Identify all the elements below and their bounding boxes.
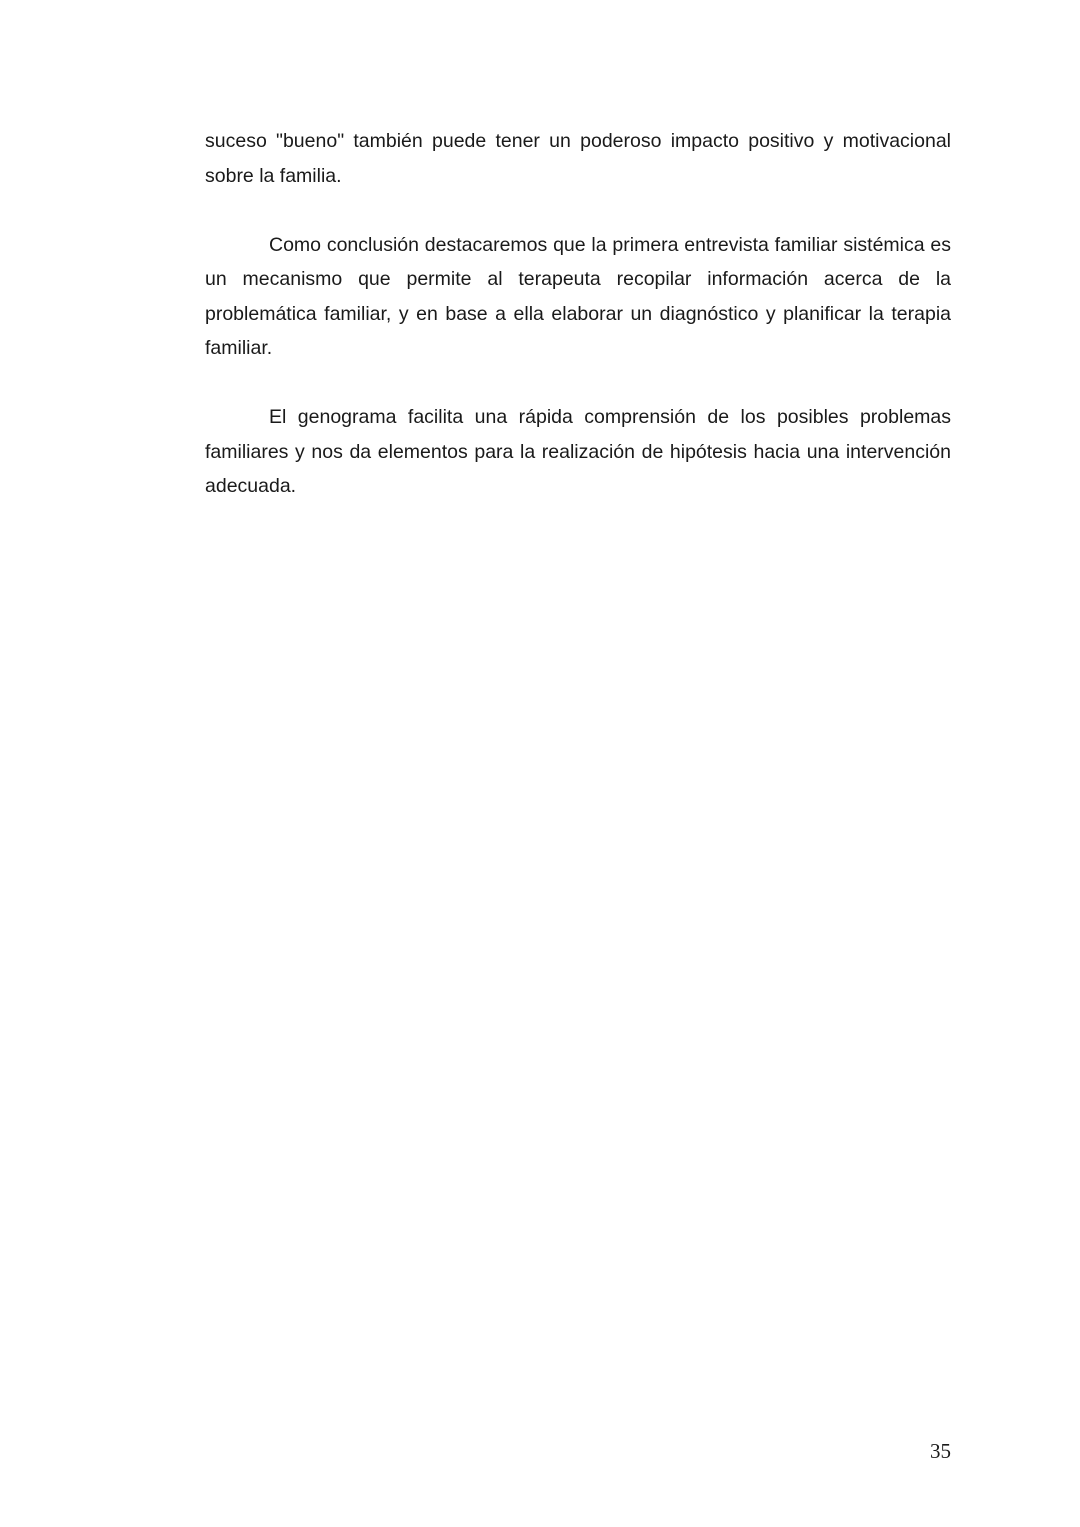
body-text <box>205 124 951 504</box>
paragraph-conclusion: Como conclusión destacaremos que la primera entrevista familiar sistémica es un mecanismo que permite al terapeuta recopilar información acerca de la problemática familiar, y en base a ella elaborar un diagnóstico y planificar la terapia familiar. <box>205 233 951 359</box>
paragraph-genograma: El genograma facilita una rápida comprensión de los posibles problemas familiares y nos da elementos para la realización de hipótesis hacia una intervención adecuada. <box>205 406 951 497</box>
page-number: 35 <box>930 1439 951 1463</box>
paragraph-continuation: suceso "bueno" también puede tener un poderoso impacto positivo y motivacional sobre la familia. <box>205 130 951 187</box>
